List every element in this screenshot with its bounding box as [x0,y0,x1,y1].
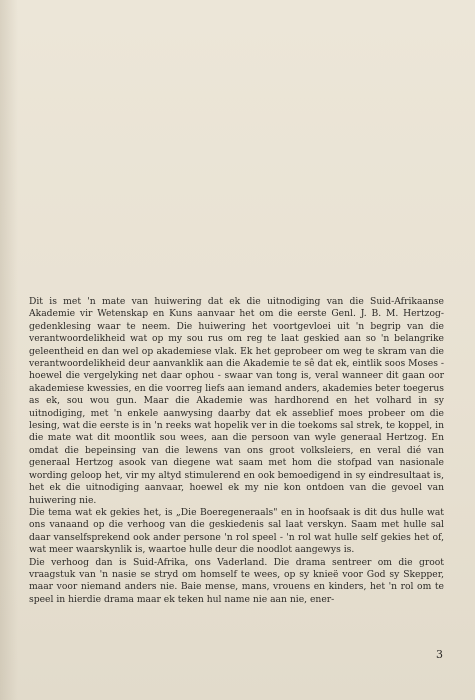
body-text [29,296,444,606]
page-number: 3 [436,648,443,661]
paragraph-1: Dit is met 'n mate van huiwering dat ek die uitnodiging van die Suid-Afrikaanse Akademie vir Wetenskap en Kuns aanvaar het om die eerste Genl. J. B. M. Hertzog-gedenklesing waar te neem. Die huiwering het voortgevloei uit 'n begrip van die verantwoordelikheid wat op my sou rus om reg te laat geskied aan so 'n belangrike geleentheid en dan wel op akademiese vlak. Ek het geprobeer om weg te skram van die verantwoordelikheid deur aanvanklik aan die Akademie te sê dat ek, eintlik soos Moses - hoewel die vergelyking net daar ophou - swaar van tong is, veral wanneer dit gaan oor akademiese kwessies, en die voorreg liefs aan iemand anders, akademies beter toegerus as ek, sou wou gun. Maar die Akademie was hardhorend en het volhard in sy uitnodiging, met 'n enkele aanwysing daarby dat ek asseblief moes probeer om die lesing, wat die eerste is in 'n reeks wat hopelik ver in die toekoms sal strek, te koppel, in die mate wat dit moontlik sou wees, aan die persoon van wyle generaal Hertzog. En omdat die bepeinsing van die lewens van ons groot volksleiers, en veral dié van generaal Hertzog asook van diegene wat saam met hom die stofpad van nasionale wording geloop het, vir my altyd stimulerend en ook bemoedigend in sy eindresultaat is, het ek die uitnodiging aanvaar, hoewel ek my nie kon ontdoen van die gevoel van huiwering nie. [29,296,444,506]
paragraph-2: Die tema wat ek gekies het, is „Die Boeregeneraals" en in hoofsaak is dit dus hulle wat ons vanaand op die verhoog van die geskiedenis sal laat verskyn. Saam met hulle sal daar vanselfsprekend ook ander persone 'n rol speel - 'n rol wat hulle self gekies het of, wat meer waarskynlik is, waartoe hulle deur die noodlot aangewys is. [29,506,444,556]
paragraph-3: Die verhoog dan is Suid-Afrika, ons Vaderland. Die drama sentreer om die groot vraagstuk van 'n nasie se stryd om homself te wees, op sy knieë voor God sy Skepper, maar voor niemand anders nie. Baie mense, mans, vrouens en kinders, het 'n rol om te speel in hierdie drama maar ek teken hul name nie aan nie, ener- [29,556,444,605]
